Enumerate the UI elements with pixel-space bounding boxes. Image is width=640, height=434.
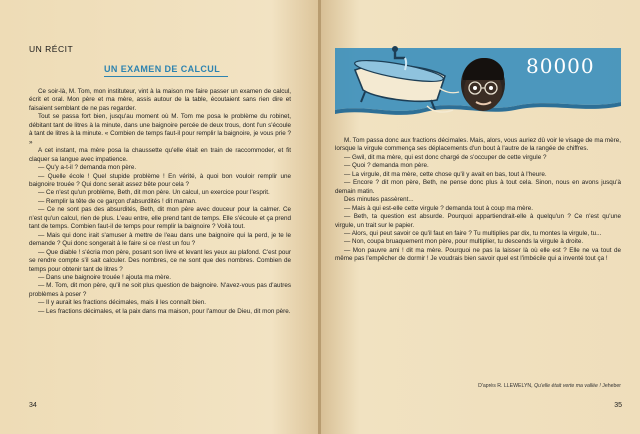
paragraph: Ce soir-là, M. Tom, mon instituteur, vint à la maison me faire passer un examen de calcul, écrit et oral. Mon père et ma mère, assis autour de la table, écoutaient sans rien dire et faisaient semblant de ne pas regarder. (29, 88, 291, 112)
left-page (0, 0, 319, 434)
credit-publisher: Jeheber (602, 383, 621, 389)
paragraph: A cet instant, ma mère posa la chaussette qu'elle était en train de raccommoder, et fit claquer sa langue avec impatience. (29, 147, 291, 163)
paragraph: — Mais à qui est-elle cette virgule ? demanda tout à coup ma mère. (344, 204, 534, 212)
paragraph: — Quelle école ! Quel stupide problème ! En vérité, à quoi bon vouloir remplir une baignoire trouée ? Qui donc serait assez bête pour cela ? (29, 172, 291, 188)
paragraph: — Remplir la tête de ce garçon d'absurdités ! dit maman. (38, 197, 197, 205)
credit-work: Qu'elle était verte ma vallée ! (534, 383, 601, 389)
paragraph: — M. Tom, dit mon père, qu'il ne soit plus question de baignoire. N'avez-vous pas d'autres problèmes à poser ? (29, 282, 291, 298)
paragraph: — Dans une baignoire trouée ! ajouta ma mère. (38, 273, 172, 281)
page-number: 35 (614, 402, 622, 409)
paragraph: — La virgule, dit ma mère, cette chose qu'il y avait en bas, tout à l'heure. (344, 170, 547, 178)
page-number: 34 (29, 402, 37, 409)
right-text-column (335, 137, 621, 264)
paragraph: — Gwil, dit ma mère, qui est donc chargé de s'occuper de cette virgule ? (344, 153, 547, 161)
illustration-numbers: 80000 (526, 54, 595, 78)
story-title: UN EXAMEN DE CALCUL (104, 64, 221, 74)
paragraph: — Mais qui donc irait s'amuser à mettre de l'eau dans une baignoire qui la perd, je te le demande ? Qui donc songerait à le faire si ce n'est un fou ? (29, 231, 291, 248)
paragraph: — Beth, ta question est absurde. Pourquoi appartiendrait-elle à quelqu'un ? Ce n'est qu'une virgule, un trait sur le papier. (335, 213, 621, 229)
paragraph: Des minutes passèrent... (344, 196, 414, 204)
paragraph: — Il y aurait les fractions décimales, mais il les connaît bien. (38, 299, 206, 307)
illustration (335, 40, 621, 126)
left-text-column (29, 88, 291, 316)
source-credit (478, 383, 621, 389)
paragraph: — Que diable ! s'écria mon père, posant son livre et levant les yeux au plafond. C'est pour se rendre compte s'il sait calculer. Des nombres, ce ne sont que des nombres. Combien de temps pour obtenir tant de litres ? (29, 248, 291, 273)
right-page (321, 0, 640, 434)
paragraph: — Qu'y a-t-il ? demanda mon père. (38, 164, 137, 172)
paragraph: — Ce n'est qu'un problème, Beth, dit mon père. Un calcul, un exercice pour l'esprit. (38, 189, 270, 197)
paragraph: — Mon pauvre ami ! dit ma mère. Pourquoi ne pas la laisser là où elle est ? Elle ne va tout de même pas l'empêcher de dormir ! Je voudrais bien savoir quel est l'imbécile qui a inventé tout ça ! (335, 246, 621, 263)
title-underline (104, 76, 228, 77)
paragraph: — Encore ? dit mon père, Beth, ne pense donc plus à tout cela. Sinon, nous en avons jusqu'à demain matin. (335, 179, 621, 195)
paragraph: — Ce ne sont pas des absurdités, Beth, dit mon père avec douceur pour la calmer. Ce n'est qu'un calcul, rien de plus. L'eau entre, elle prend tant de temps. Elle s'écoule et ça prend tant de temps. Combien faut-il de temps pour remplir la baignoire ? Voilà tout. (29, 206, 291, 231)
paragraph: M. Tom passa donc aux fractions décimales. Mais, alors, vous auriez dû voir le visage de ma mère, lorsque la virgule commença ses déplacements d'un bout à l'autre de la rangée de chiffres. (335, 137, 621, 153)
credit-author: D'après R. LLEWELYN, (478, 383, 533, 389)
paragraph: — Non, coupa bruaquement mon père, pour multiplier, tu descends la virgule à droite. (344, 238, 584, 246)
paragraph: — Quoi ? demanda mon père. (344, 162, 429, 170)
paragraph: Tout se passa fort bien, jusqu'au moment où M. Tom me posa le problème du robinet, débitant tant de litres à la minute, dans une baignoire percée de deux trous, dont l'un s'écoule à tant de litres à la minute. « Combien de temps faut-il pour remplir la baignoire, je vous prie ? » (29, 113, 291, 146)
paragraph: — Les fractions décimales, et la paix dans ma maison, pour l'amour de Dieu, dit mon père. (38, 307, 291, 315)
paragraph: — Alors, qui peut savoir ce qu'il faut en faire ? Tu multiplies par dix, tu montes la virgule, tu... (344, 229, 602, 237)
section-label: UN RÉCIT (29, 44, 74, 54)
